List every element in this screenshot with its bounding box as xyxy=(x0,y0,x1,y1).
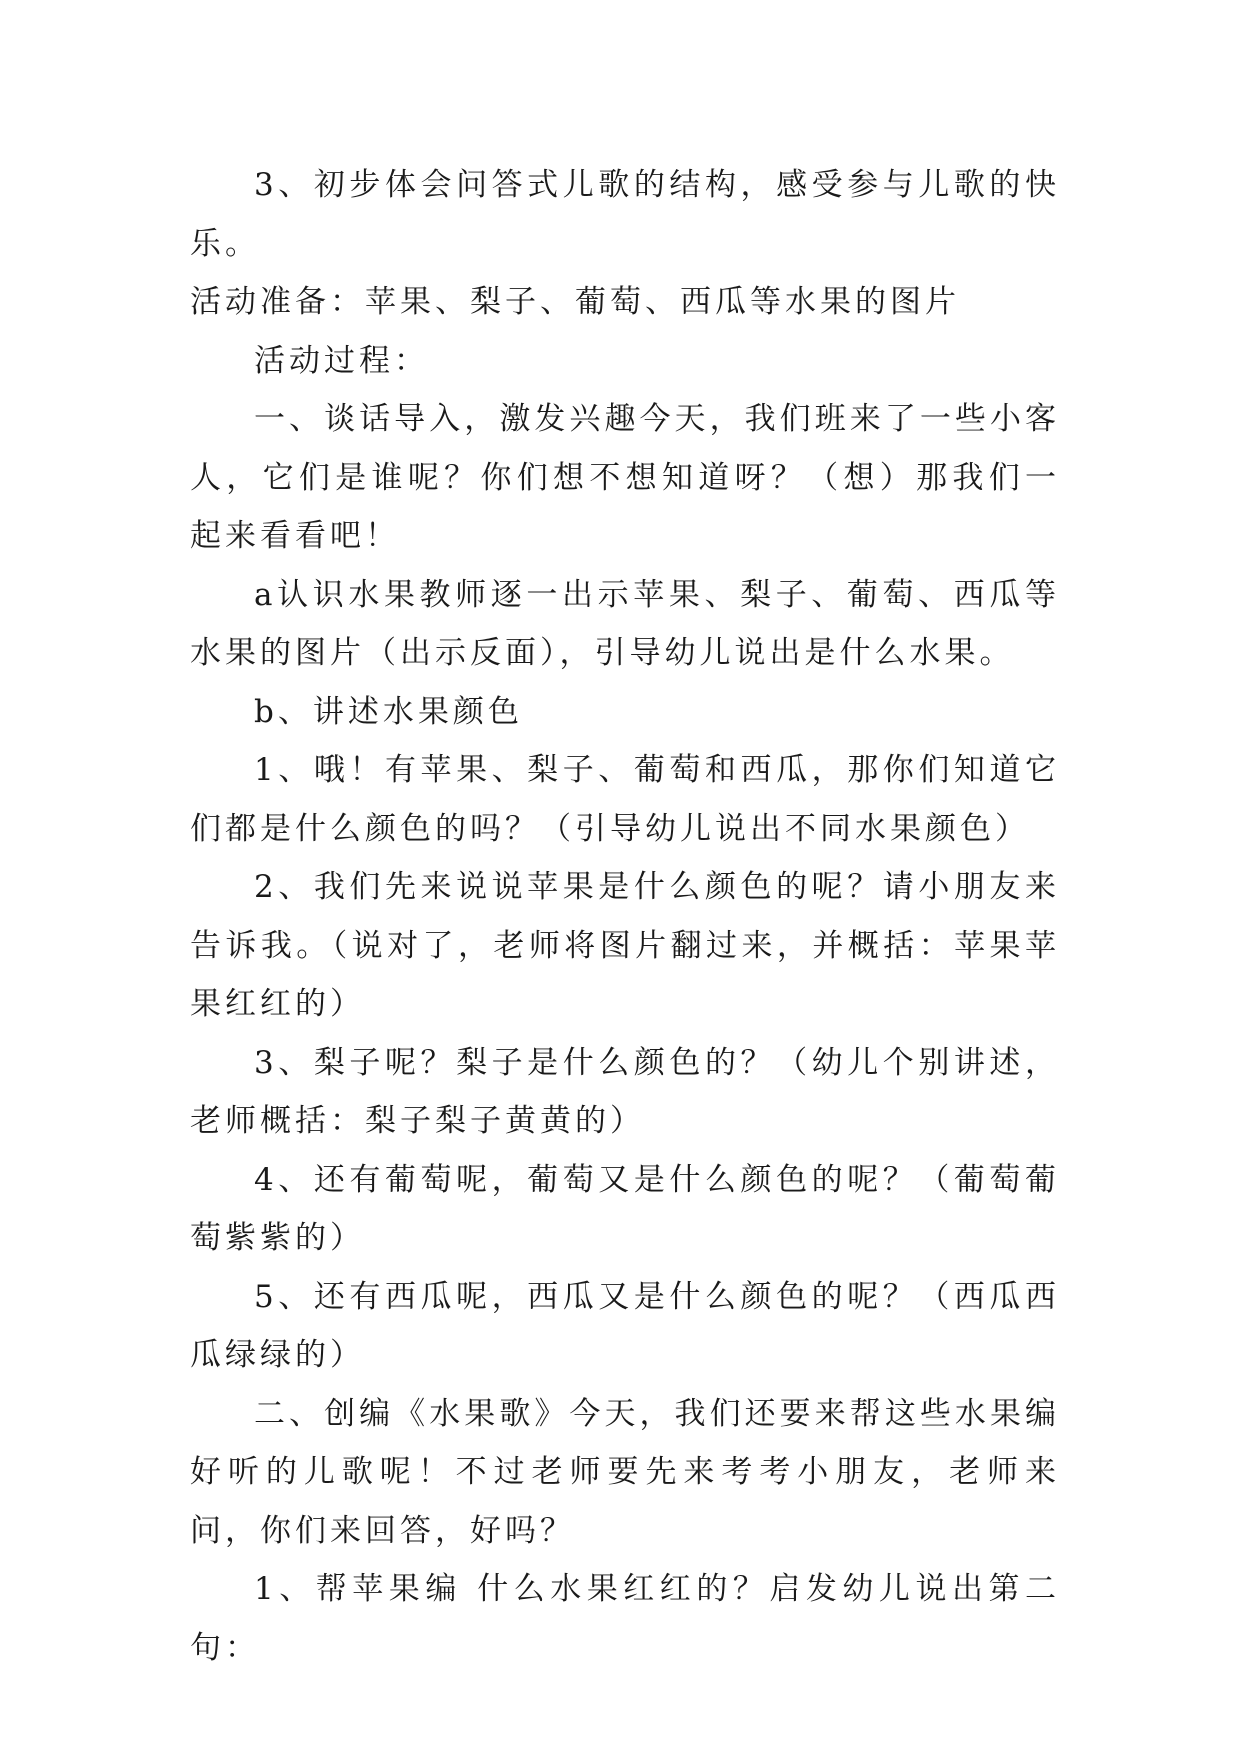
paragraph-step-3: 3、梨子呢？梨子是什么颜色的？（幼儿个别讲述，老师概括：梨子梨子黄黄的） xyxy=(190,1044,1060,1139)
paragraph-goal-3: 3、初步体会问答式儿歌的结构，感受参与儿歌的快乐。 xyxy=(190,167,1060,262)
paragraph-know-fruits: a认识水果教师逐一出示苹果、梨子、葡萄、西瓜等水果的图片（出示反面），引导幼儿说出是什么水果。 xyxy=(190,576,1060,671)
paragraph-step-2: 2、我们先来说说苹果是什么颜色的呢？请小朋友来告诉我。（说对了，老师将图片翻过来，并概括：苹果苹果红红的） xyxy=(190,869,1060,1022)
paragraph-process-heading: 活动过程： xyxy=(254,342,429,379)
paragraph-step-5: 5、还有西瓜呢，西瓜又是什么颜色的呢？（西瓜西瓜绿绿的） xyxy=(190,1278,1060,1373)
paragraph-preparation: 活动准备：苹果、梨子、葡萄、西瓜等水果的图片 xyxy=(190,284,960,320)
paragraph-apple-song: 1、帮苹果编 什么水果红红的？启发幼儿说出第二句： xyxy=(190,1571,1060,1666)
paragraph-fruit-colors-heading: b、讲述水果颜色 xyxy=(254,693,523,730)
paragraph-step-4: 4、还有葡萄呢，葡萄又是什么颜色的呢？（葡萄葡萄紫紫的） xyxy=(190,1161,1060,1256)
document-page xyxy=(190,156,1060,1677)
paragraph-intro: 一、谈话导入，激发兴趣今天，我们班来了一些小客人，它们是谁呢？你们想不想知道呀？（想）那我们一起来看看吧！ xyxy=(190,401,1060,554)
paragraph-create-song: 二、创编《水果歌》今天，我们还要来帮这些水果编好听的儿歌呢！不过老师要先来考考小朋友，老师来问，你们来回答，好吗？ xyxy=(190,1395,1060,1549)
paragraph-step-1: 1、哦！有苹果、梨子、葡萄和西瓜，那你们知道它们都是什么颜色的吗？（引导幼儿说出不同水果颜色） xyxy=(190,752,1060,847)
